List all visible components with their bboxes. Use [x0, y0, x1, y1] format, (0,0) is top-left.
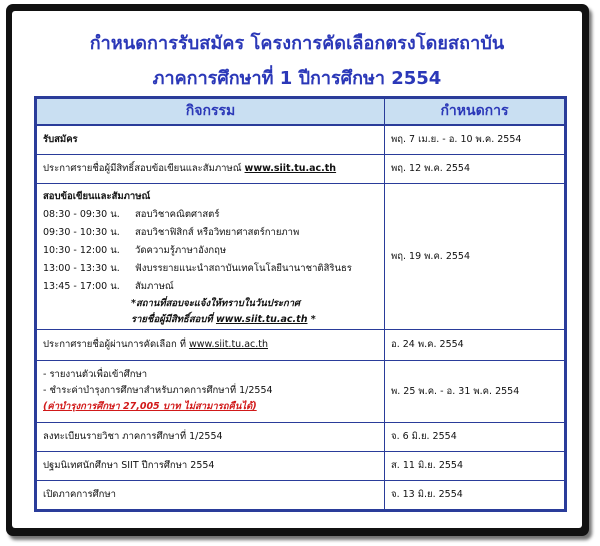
table-row	[36, 451, 566, 480]
fee-line: - ชำระค่าบำรุงการศึกษาสำหรับภาคการศึกษาที่ 1/2554	[43, 385, 273, 396]
activity-cell: รับสมัคร	[36, 125, 385, 154]
date-cell: จ. 6 มิ.ย. 2554	[385, 422, 566, 451]
note-siit-link[interactable]: www.siit.tu.ac.th	[215, 313, 308, 325]
date-cell: อ. 24 พ.ค. 2554	[385, 329, 566, 360]
exam-slot	[43, 224, 378, 242]
activity-text: ประกาศรายชื่อผู้มีสิทธิ์สอบข้อเขียนและสัมภาษณ์	[43, 163, 242, 174]
slot-time: 13:45 - 17:00 น.	[43, 280, 120, 292]
activity-cell: เปิดภาคการศึกษา	[36, 480, 385, 510]
siit-link[interactable]: www.siit.tu.ac.th	[189, 339, 269, 350]
date-cell: พฤ. 19 พ.ค. 2554	[385, 183, 566, 329]
note-suffix: *	[307, 313, 316, 325]
activity-text: ประกาศรายชื่อผู้ผ่านการคัดเลือก ที่	[43, 339, 190, 350]
activity-cell: ปฐมนิเทศนักศึกษา SIIT ปีการศึกษา 2554	[36, 451, 385, 480]
slot-subject: ฟังบรรยายแนะนำสถาบันเทคโนโลยีนานาชาติสิรินธร	[135, 262, 352, 274]
date-cell: พ. 25 พ.ค. - อ. 31 พ.ค. 2554	[385, 360, 566, 422]
slot-time: 09:30 - 10:30 น.	[43, 226, 120, 238]
exam-note-line-1: *สถานที่สอบจะแจ้งให้ทราบในวันประกาศ	[131, 297, 301, 309]
fee-note: (ค่าบำรุงการศึกษา 27,005 บาท ไม่สามารถคืนได้)	[43, 401, 257, 412]
header-row	[36, 98, 566, 126]
table-row	[36, 183, 566, 329]
activity-cell: ลงทะเบียนรายวิชา ภาคการศึกษาที่ 1/2554	[36, 422, 385, 451]
activity-cell	[36, 183, 385, 329]
date-cell: พฤ. 12 พ.ค. 2554	[385, 154, 566, 183]
exam-slot	[43, 242, 378, 260]
date-cell: พฤ. 7 เม.ย. - อ. 10 พ.ค. 2554	[385, 125, 566, 154]
slot-subject: สอบวิชาคณิตศาสตร์	[135, 208, 220, 220]
date-cell: จ. 13 มิ.ย. 2554	[385, 480, 566, 510]
schedule-table	[34, 96, 567, 512]
table-row	[36, 422, 566, 451]
table-row	[36, 125, 566, 154]
title-line-2: ภาคการศึกษาที่ 1 ปีการศึกษา 2554	[152, 68, 442, 89]
activity-cell	[36, 154, 385, 183]
slot-time: 08:30 - 09:30 น.	[43, 208, 120, 220]
activity-cell	[36, 360, 385, 422]
note-prefix: รายชื่อผู้มีสิทธิ์สอบที่	[131, 313, 216, 325]
header-date: กำหนดการ	[385, 98, 566, 126]
exam-slot	[43, 260, 378, 278]
activity-cell	[36, 329, 385, 360]
exam-note-line-2	[43, 312, 378, 328]
table-row	[36, 329, 566, 360]
slot-time: 10:30 - 12:00 น.	[43, 244, 120, 256]
slot-subject: สัมภาษณ์	[135, 280, 174, 292]
exam-slot	[43, 278, 378, 296]
title-line-1: กำหนดการรับสมัคร โครงการคัดเลือกตรงโดยสถาบัน	[89, 33, 505, 54]
slot-time: 13:00 - 13:30 น.	[43, 262, 120, 274]
date-cell: ส. 11 มิ.ย. 2554	[385, 451, 566, 480]
exam-heading: สอบข้อเขียนและสัมภาษณ์	[43, 190, 151, 202]
slot-subject: วัดความรู้ภาษาอังกฤษ	[135, 244, 227, 256]
header-activity: กิจกรรม	[36, 98, 385, 126]
table-row	[36, 360, 566, 422]
slot-subject: สอบวิชาฟิสิกส์ หรือวิทยาศาสตร์กายภาพ	[135, 226, 300, 238]
table-row	[36, 480, 566, 510]
siit-link[interactable]: www.siit.tu.ac.th	[244, 163, 337, 174]
report-line: - รายงานตัวเพื่อเข้าศึกษา	[43, 369, 148, 380]
exam-slot	[43, 206, 378, 224]
table-row	[36, 154, 566, 183]
